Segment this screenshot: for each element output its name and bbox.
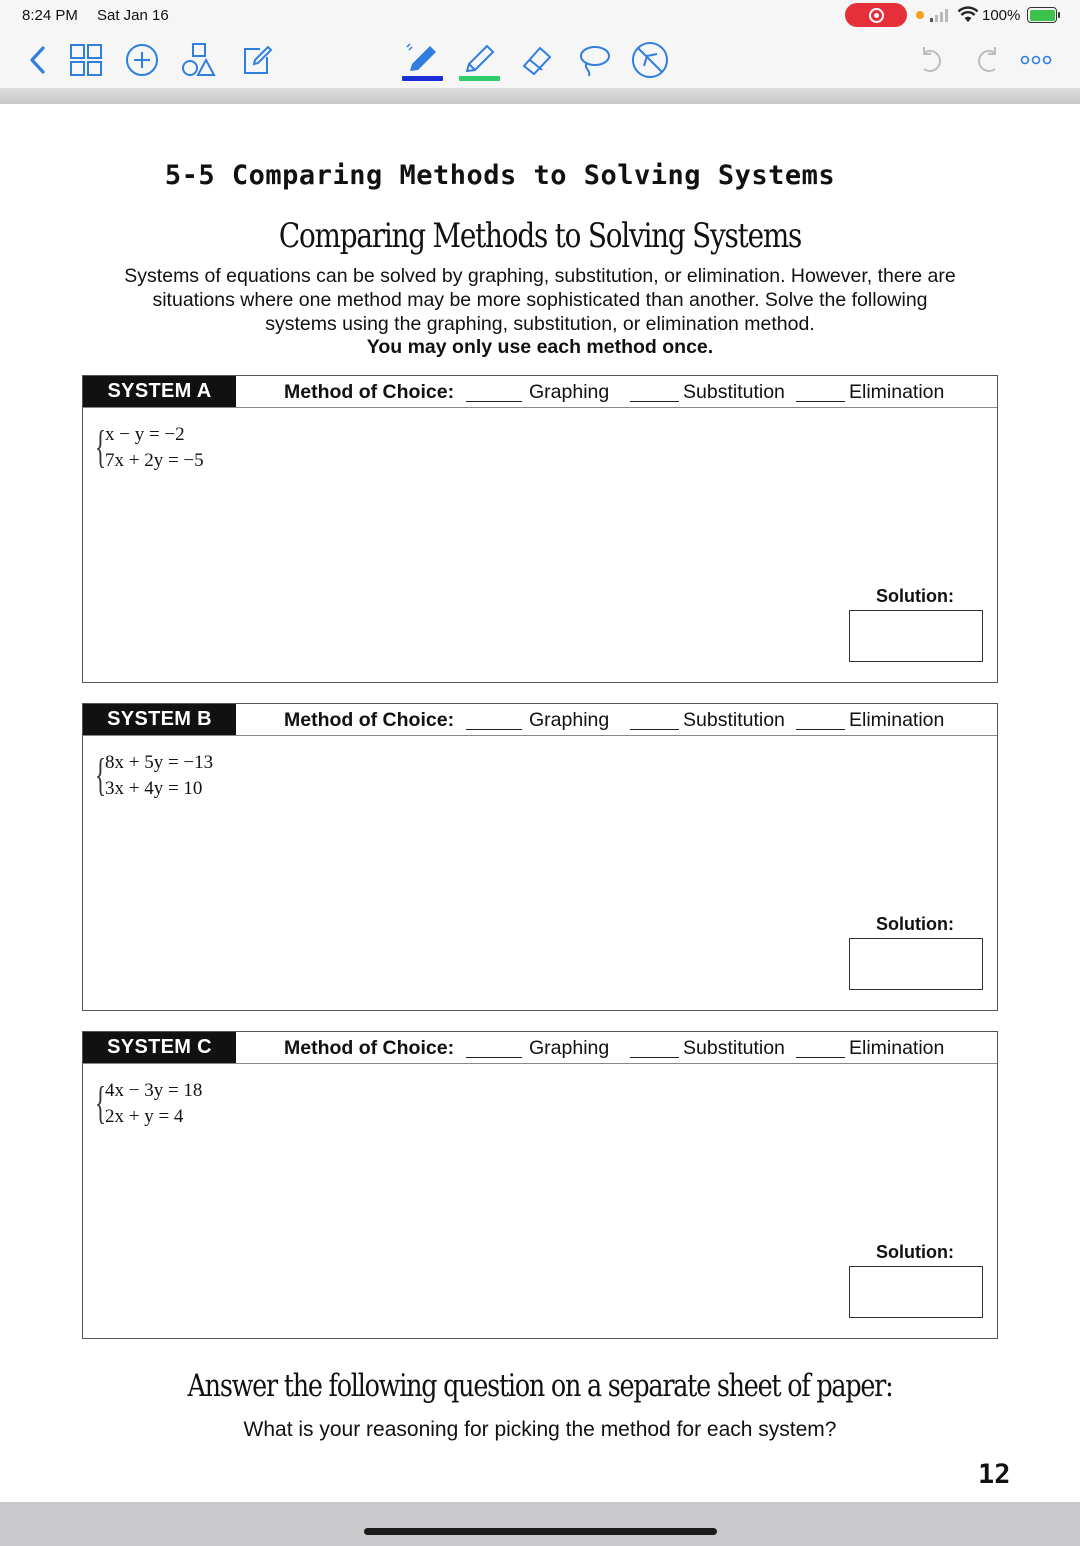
add-button[interactable]	[120, 38, 164, 82]
cellular-signal-icon	[930, 9, 948, 22]
system-header	[83, 376, 997, 408]
status-bar	[0, 0, 1080, 32]
option-graphing: Graphing	[529, 1037, 610, 1059]
solution-box[interactable]	[849, 1266, 983, 1318]
solution-box[interactable]	[849, 610, 983, 662]
method-of-choice-label: Method of Choice:	[284, 1037, 455, 1059]
equation-system: { 8x + 5y = −13 3x + 4y = 10	[95, 749, 214, 800]
worksheet-title: 5-5 Comparing Methods to Solving Systems	[164, 160, 836, 191]
more-icon	[1019, 54, 1053, 66]
home-indicator[interactable]	[364, 1528, 717, 1535]
method-of-choice-label: Method of Choice:	[284, 709, 455, 731]
equation-1: x − y = −2	[105, 424, 185, 445]
option-elimination: Elimination	[849, 709, 945, 731]
system-header	[83, 704, 997, 736]
no-touch-icon	[630, 40, 670, 80]
document-page[interactable]	[0, 104, 1080, 1502]
equation-2: 7x + 2y = −5	[105, 450, 204, 471]
more-button[interactable]	[1014, 38, 1058, 82]
back-button[interactable]	[16, 38, 60, 82]
pen-icon	[402, 40, 442, 80]
grid-icon	[68, 42, 104, 78]
highlighter-color-indicator	[459, 76, 500, 81]
status-date: Sat Jan 16	[97, 7, 169, 24]
equation-system: { x − y = −2 7x + 2y = −5	[95, 421, 204, 472]
substitution-blank[interactable]	[630, 401, 679, 402]
toolbar	[0, 32, 1080, 88]
page-number: 12	[978, 1459, 1011, 1490]
edit-button[interactable]	[234, 38, 278, 82]
undo-button[interactable]	[909, 38, 953, 82]
record-icon	[869, 8, 884, 23]
option-elimination: Elimination	[849, 1037, 945, 1059]
shapes-icon	[180, 42, 218, 78]
screen-recording-indicator[interactable]	[845, 3, 907, 27]
status-time: 8:24 PM	[22, 7, 78, 24]
eraser-icon	[516, 40, 556, 80]
pen-color-indicator	[402, 76, 443, 81]
redo-button[interactable]	[966, 38, 1010, 82]
battery-percent: 100%	[982, 7, 1021, 24]
equation-2: 3x + 4y = 10	[105, 778, 203, 799]
option-substitution: Substitution	[683, 381, 785, 403]
bottom-area	[0, 1502, 1080, 1546]
system-b-box	[82, 703, 998, 1011]
thumbnails-button[interactable]	[64, 38, 108, 82]
eraser-tool[interactable]	[514, 38, 558, 82]
system-label: SYSTEM C	[83, 1032, 236, 1063]
option-substitution: Substitution	[683, 709, 785, 731]
wifi-icon	[957, 5, 979, 23]
highlighter-icon	[459, 40, 499, 80]
solution-label: Solution:	[876, 1242, 954, 1262]
undo-icon	[915, 44, 947, 76]
option-substitution: Substitution	[683, 1037, 785, 1059]
graphing-blank[interactable]	[466, 729, 522, 730]
worksheet-subtitle: Comparing Methods to Solving Systems	[278, 216, 802, 256]
substitution-blank[interactable]	[630, 1057, 679, 1058]
instructions-text: Systems of equations can be solved by graphing, substitution, or elimination. However, there are situations where one method may be more sophisticated than another. Solve the following systems using the graphing, substitution, or elimination method.	[124, 265, 956, 335]
graphing-blank[interactable]	[466, 401, 522, 402]
equation-2: 2x + y = 4	[105, 1106, 184, 1127]
disable-touch-tool[interactable]	[628, 38, 672, 82]
system-label: SYSTEM B	[83, 704, 236, 735]
graphing-blank[interactable]	[466, 1057, 522, 1058]
solution-label: Solution:	[876, 914, 954, 934]
instructions-note: You may only use each method once.	[366, 336, 714, 358]
shapes-button[interactable]	[177, 38, 221, 82]
toolbar-divider	[0, 88, 1080, 104]
substitution-blank[interactable]	[630, 729, 679, 730]
equation-1: 4x − 3y = 18	[105, 1080, 203, 1101]
elimination-blank[interactable]	[796, 1057, 845, 1058]
solution-box[interactable]	[849, 938, 983, 990]
equation-1: 8x + 5y = −13	[105, 752, 214, 773]
method-of-choice-label: Method of Choice:	[284, 381, 455, 403]
system-label: SYSTEM A	[83, 376, 236, 407]
lasso-tool[interactable]	[571, 38, 615, 82]
reflection-question: What is your reasoning for picking the method for each system?	[243, 1418, 837, 1441]
option-elimination: Elimination	[849, 381, 945, 403]
lasso-icon	[573, 40, 613, 80]
redo-icon	[972, 44, 1004, 76]
system-a-box	[82, 375, 998, 683]
plus-circle-icon	[124, 42, 160, 78]
microphone-indicator-icon	[916, 11, 924, 19]
solution-label: Solution:	[876, 586, 954, 606]
system-c-box	[82, 1031, 998, 1339]
elimination-blank[interactable]	[796, 729, 845, 730]
answer-heading: Answer the following question on a separate sheet of paper:	[187, 1368, 893, 1404]
system-header	[83, 1032, 997, 1064]
chevron-left-icon	[27, 45, 49, 75]
option-graphing: Graphing	[529, 381, 610, 403]
battery-icon	[1027, 7, 1057, 23]
equation-system: { 4x − 3y = 18 2x + y = 4	[95, 1077, 203, 1128]
option-graphing: Graphing	[529, 709, 610, 731]
compose-icon	[238, 42, 274, 78]
elimination-blank[interactable]	[796, 401, 845, 402]
